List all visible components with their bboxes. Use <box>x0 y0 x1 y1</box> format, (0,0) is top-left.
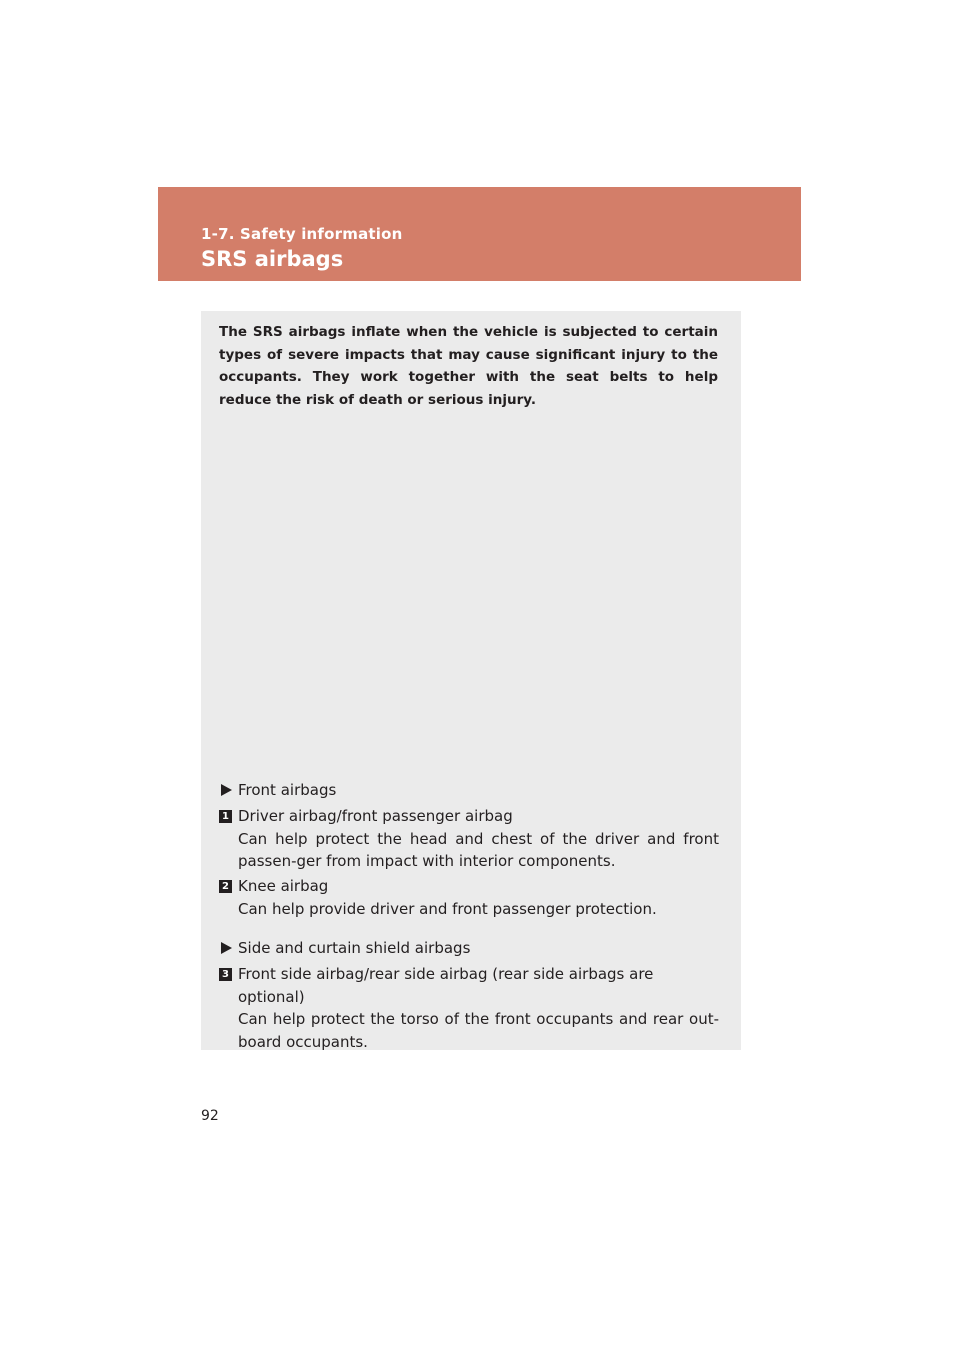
airbag-item-2 <box>219 875 719 921</box>
airbag-item-title: Knee airbag <box>238 877 329 896</box>
intro-paragraph: The SRS airbags inflate when the vehicle is subjected to certain types of severe impacts that may cause significant injury to the occupants. They work together with the seat belts to help reduce the risk of death or serious injury. <box>219 324 718 409</box>
airbag-item-description: Can help protect the torso of the front occupants and rear out-board occupants. <box>238 1010 719 1052</box>
content-box <box>201 311 741 1050</box>
front-airbags-group <box>219 779 719 923</box>
side-airbags-heading: Side and curtain shield airbags <box>238 939 471 957</box>
number-1-icon: 1 <box>219 810 232 823</box>
airbag-item-title: Driver airbag/front passenger airbag <box>238 806 513 825</box>
airbag-item-description: Can help provide driver and front passenger protection. <box>238 899 657 918</box>
header-band <box>158 187 801 281</box>
number-3-icon: 3 <box>219 968 232 981</box>
page-title: SRS airbags <box>201 247 344 271</box>
illustration-area <box>219 423 719 763</box>
front-airbags-heading: Front airbags <box>238 781 337 799</box>
side-airbags-heading-row <box>219 937 719 960</box>
airbag-item-3 <box>219 963 719 1054</box>
front-airbags-heading-row <box>219 779 719 802</box>
airbag-item-title: Front side airbag/rear side airbag (rear side airbags are optional) <box>238 964 654 1006</box>
airbag-item-description: Can help protect the head and chest of the driver and front passen-ger from impact with interior components. <box>238 829 719 871</box>
page-number: 92 <box>201 1108 219 1124</box>
triangle-arrow-icon <box>221 784 232 796</box>
number-2-icon: 2 <box>219 880 232 893</box>
airbag-item-1 <box>219 805 719 873</box>
section-label: 1-7. Safety information <box>201 225 403 243</box>
triangle-arrow-icon <box>221 942 232 954</box>
side-airbags-group <box>219 937 719 1056</box>
